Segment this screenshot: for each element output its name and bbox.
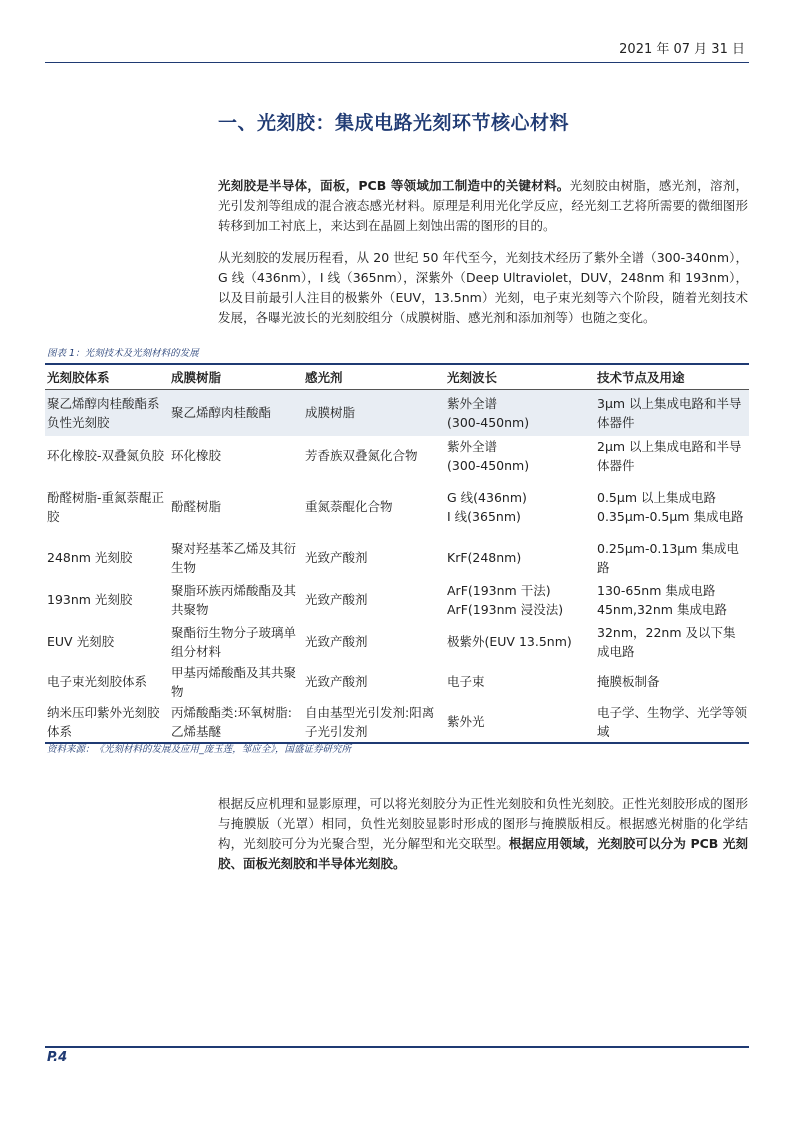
column-header: 成膜树脂 [169,364,303,390]
table-cell: EUV 光刻胶 [47,634,115,649]
table-cell: 聚酯衍生物分子玻璃单组分材料 [171,624,297,659]
column-header: 光刻胶体系 [45,364,169,390]
table-cell: 紫外全谱 (300-450nm) [447,438,530,473]
figure-title: 图表 1：光刻技术及光刻材料的发展 [47,348,199,359]
table-cell: 甲基丙烯酸酯及其共聚物 [171,664,297,699]
classification-body: 根据反应机理和显影原理，可以将光刻胶分为正性光刻胶和负性光刻胶。正性光刻胶形成的图形与掩膜版（光罩）相同，负性光刻胶显影时形成的图形与掩膜版相反。根据感光树脂的化学结构，光刻胶可分为光聚合型，光分解型和光交联型。 [218,796,748,851]
table-row [45,578,749,622]
table-row [45,538,749,578]
table-header-row [45,364,749,390]
intro-lead: 光刻胶是半导体，面板，PCB 等领域加工制造中的关键材料。 [218,178,570,193]
table-cell: 成膜树脂 [303,390,445,436]
table-cell: 重氮萘醌化合物 [305,499,393,514]
column-header: 技术节点及用途 [595,364,749,390]
table-cell: 芳香族双叠氮化合物 [305,448,418,463]
table-cell: 光致产酸剂 [305,674,368,689]
table-cell: 电子束光刻胶体系 [47,674,148,689]
classification-paragraph [218,794,748,874]
table-row [45,622,749,662]
table-cell: 极紫外(EUV 13.5nm) [447,634,572,649]
table-cell: 酚醛树脂 [171,499,222,514]
table-cell: 聚对羟基苯乙烯及其衍生物 [171,540,297,575]
table-cell: 聚乙烯醇肉桂酸酯系负性光刻胶 [45,390,169,436]
table-cell: ArF(193nm 干法) ArF(193nm 浸没法) [447,582,564,617]
table-cell: KrF(248nm) [447,550,522,565]
report-date: 2021 年 07 月 31 日 [619,42,745,57]
table-row [45,702,749,743]
table-cell: 自由基型光引发剂:阳离子光引发剂 [303,702,445,743]
table-cell: G 线(436nm) I 线(365nm) [447,489,527,524]
intro-body: 光刻胶由树脂，感光剂，溶剂，光引发剂等组成的混合液态感光材料。原理是利用光化学反应，经光刻工艺将所需要的微细图形转移到加工衬底上，来达到在晶圆上刻蚀出需的图形的目的。 [218,178,748,233]
table-cell: 聚乙烯醇肉桂酸酯 [169,390,303,436]
table-cell: 193nm 光刻胶 [47,592,133,607]
footer-divider [45,1046,749,1048]
photoresist-table [45,363,749,744]
table-cell: 248nm 光刻胶 [47,550,133,565]
table-cell: 掩膜板制备 [597,674,660,689]
table-row [45,436,749,476]
table-row [45,476,749,538]
intro-paragraph [218,176,748,236]
table-cell: 电子束 [447,674,485,689]
table-cell: 3μm 以上集成电路和半导体器件 [595,390,749,436]
history-paragraph: 从光刻胶的发展历程看，从 20 世纪 50 年代至今，光刻技术经历了紫外全谱（300-340nm），G 线（436nm），I 线（365nm），深紫外（Deep Ultraviolet，DUV，248nm 和 193nm），以及目前最引人注目的极紫外（EUV，13.5nm）光刻，电子束光刻等六个阶段，随着光刻技术发展，各曝光波长的光刻胶组分（成膜树脂、感光剂和添加剂等）也随之变化。 [218,250,748,325]
table-cell: 酚醛树脂-重氮萘醌正胶 [47,489,165,524]
classification-lead: 根据应用领域，光刻胶可以分为 PCB 光刻胶、面板光刻胶和半导体光刻胶。 [218,836,748,871]
table-row [45,390,749,436]
table-row [45,662,749,702]
table-cell: 2μm 以上集成电路和半导体器件 [597,438,742,473]
column-header: 感光剂 [303,364,445,390]
section-title: 一、光刻胶：集成电路光刻环节核心材料 [218,112,570,134]
column-header: 光刻波长 [445,364,595,390]
table-cell: 130-65nm 集成电路 45nm,32nm 集成电路 [597,582,727,617]
table-cell: 0.25μm-0.13μm 集成电路 [597,540,739,575]
table-cell: 聚脂环族丙烯酸酯及其共聚物 [171,582,297,617]
header-divider [45,62,749,63]
table-cell: 0.5μm 以上集成电路 0.35μm-0.5μm 集成电路 [597,489,744,524]
table-cell: 紫外光 [445,702,595,743]
table-cell: 32nm，22nm 及以下集成电路 [597,624,736,659]
page-number: P.4 [47,1050,68,1065]
table-cell: 纳米压印紫外光刻胶体系 [45,702,169,743]
table-cell: 环化橡胶 [171,448,222,463]
table-cell: 光致产酸剂 [305,634,368,649]
figure-source: 资料来源：《光刻材料的发展及应用_庞玉莲，邹应全》，国盛证券研究所 [47,744,352,755]
table-cell: 电子学、生物学、光学等领域 [595,702,749,743]
table-cell: 环化橡胶-双叠氮负胶 [47,448,165,463]
table-cell: 光致产酸剂 [305,592,368,607]
table-cell: 紫外全谱 (300-450nm) [445,390,595,436]
table-cell: 丙烯酸酯类:环氧树脂:乙烯基醚 [169,702,303,743]
table-cell: 光致产酸剂 [305,550,368,565]
